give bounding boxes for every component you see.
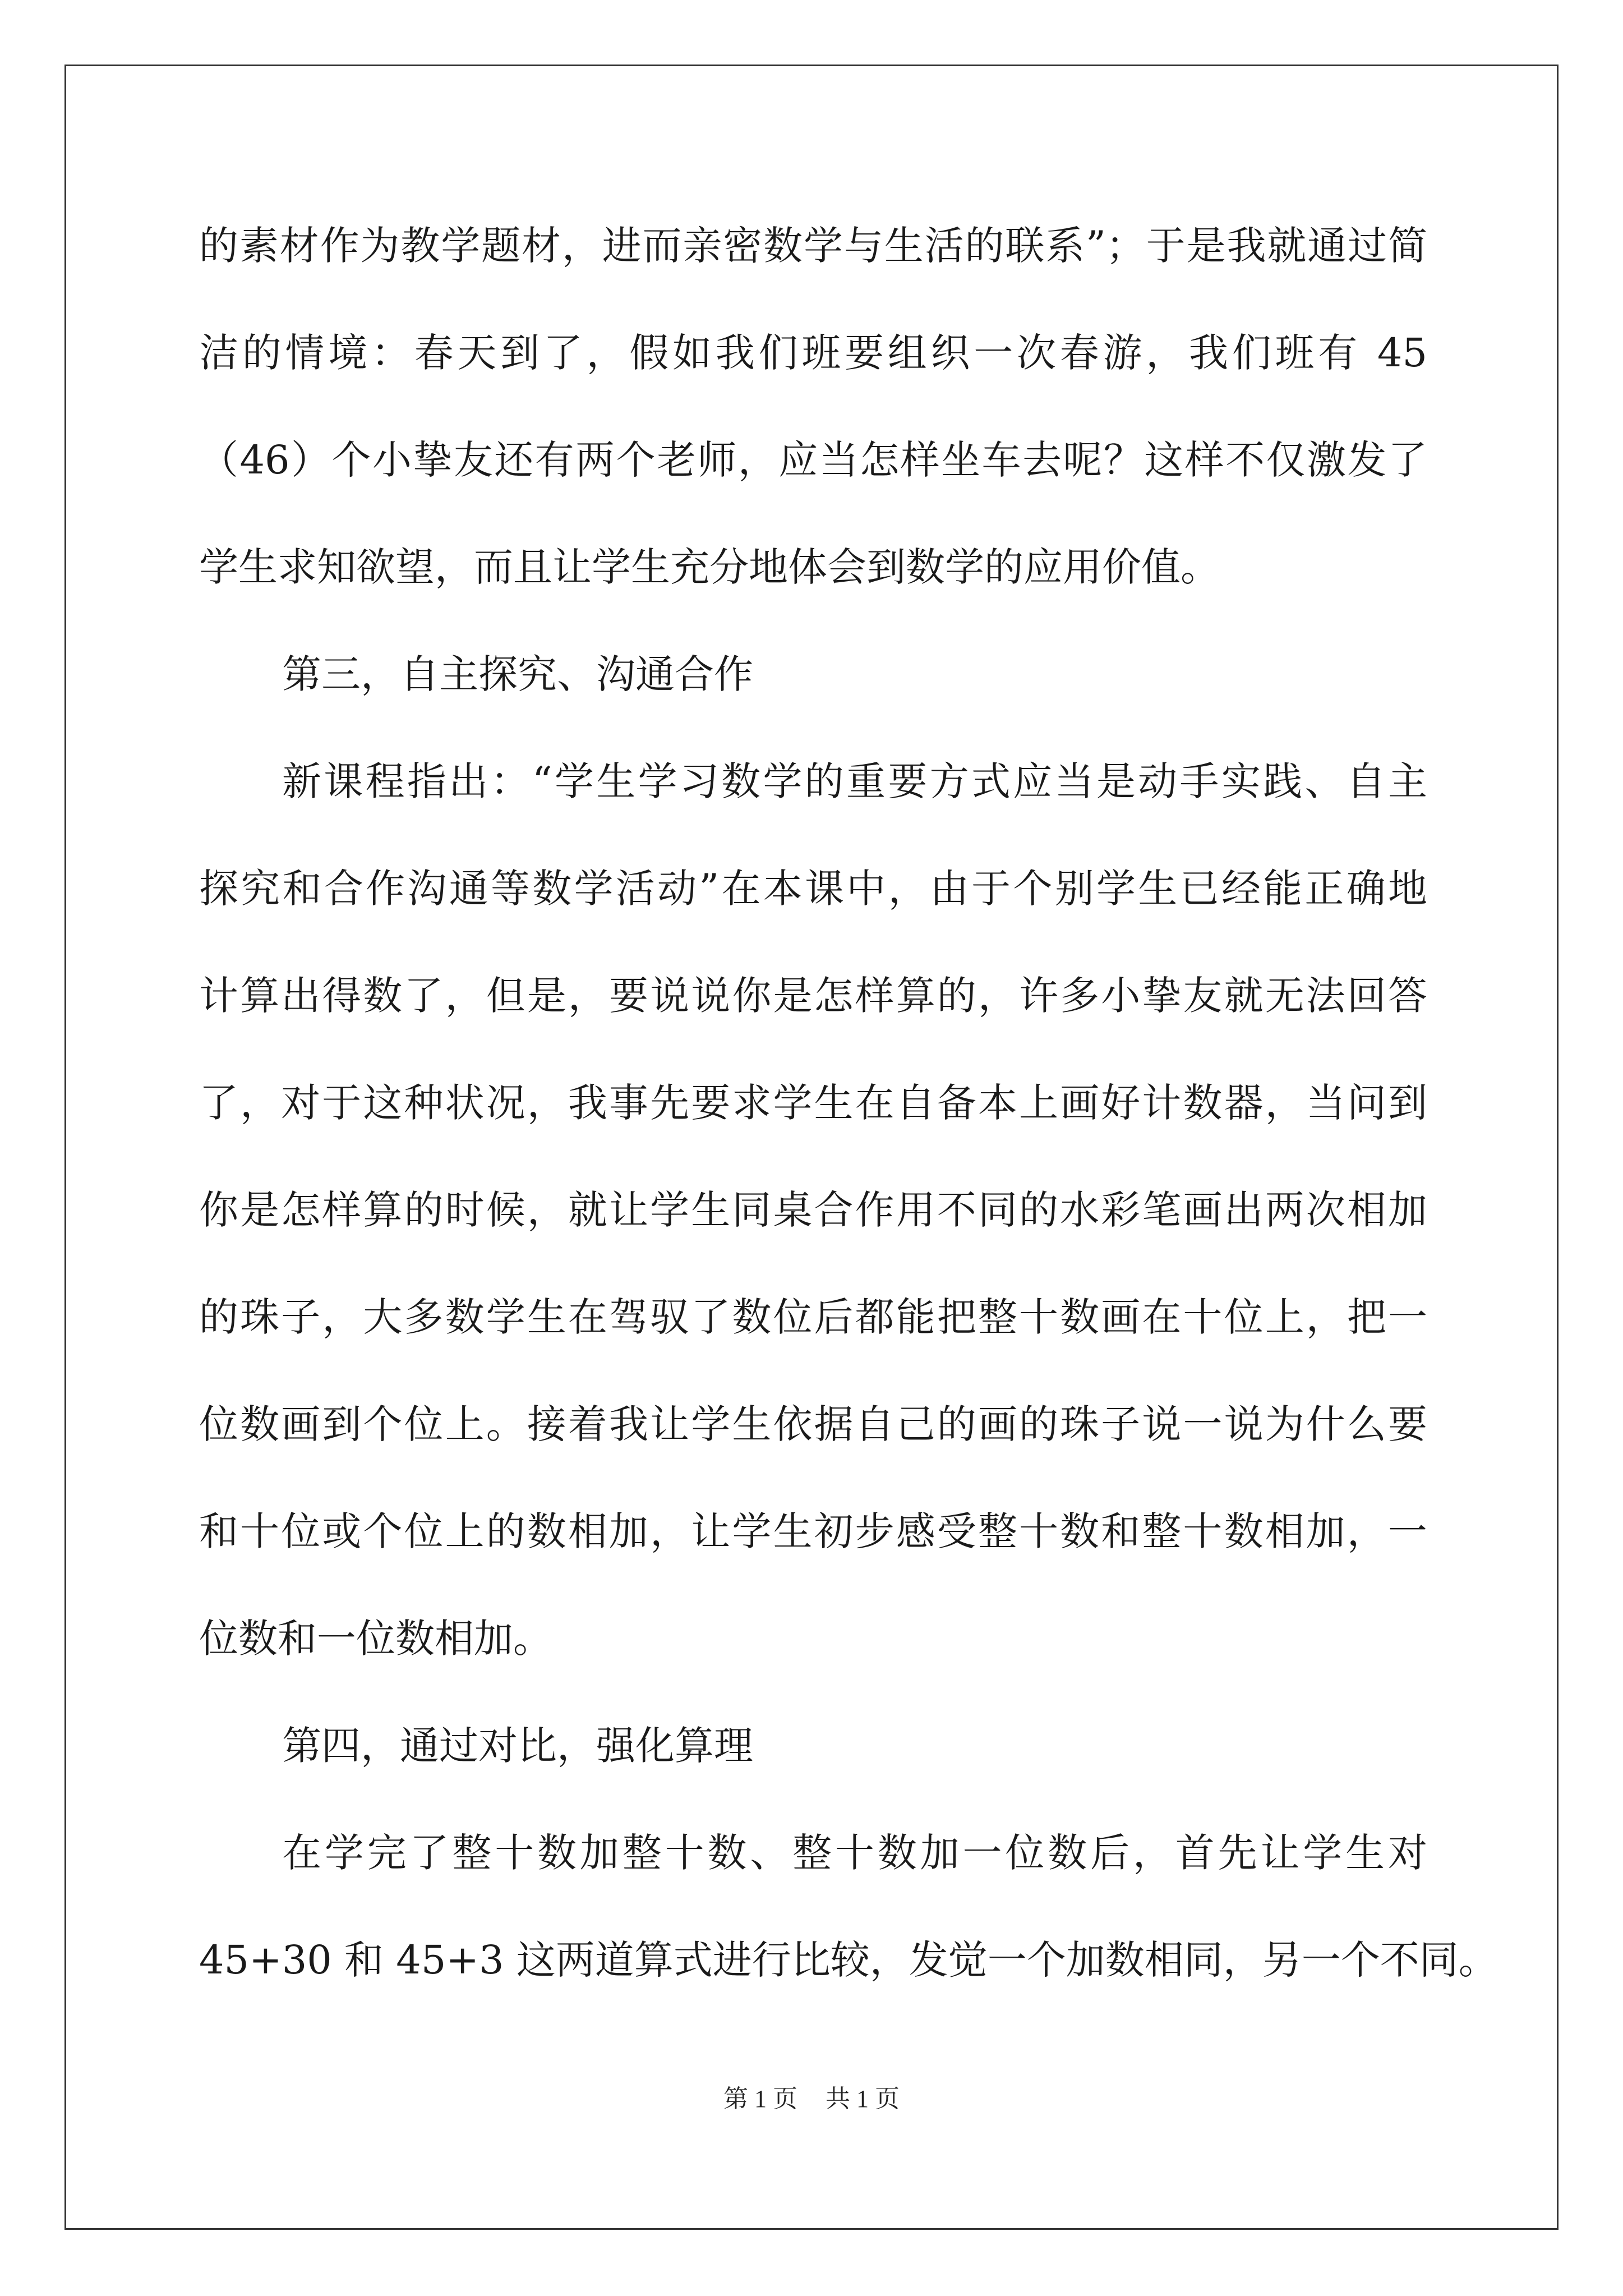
text-line: 探究和合作沟通等数学活动”在本课中，由于个别学生已经能正确地 — [199, 866, 1427, 912]
paragraph-first-line: 新课程指出：“学生学习数学的重要方式应当是动手实践、自主 — [282, 758, 1427, 804]
text-line: 学生求知欲望，而且让学生充分地体会到数学的应用价值。 — [199, 544, 1220, 590]
paragraph-first-line: 在学完了整十数加整十数、整十数加一位数后，首先让学生对 — [282, 1830, 1427, 1876]
text-line: 位数和一位数相加。 — [199, 1616, 552, 1662]
page-border — [64, 65, 1559, 2230]
text-line: 45+30 和 45+3 这两道算式进行比较，发觉一个加数相同，另一个不同。 — [199, 1937, 1498, 1983]
text-line: 和十位或个位上的数相加，让学生初步感受整十数和整十数相加，一 — [199, 1508, 1427, 1554]
page-total: 共 1 页 — [826, 2085, 900, 2113]
section-heading: 第四，通过对比，强化算理 — [282, 1723, 753, 1769]
text-line: 位数画到个位上。接着我让学生依据自己的画的珠子说一说为什么要 — [199, 1401, 1427, 1447]
page-footer — [0, 2078, 1623, 2114]
text-line: 计算出得数了，但是，要说说你是怎样算的，许多小挚友就无法回答 — [199, 973, 1427, 1019]
page-number: 第 1 页 — [723, 2085, 797, 2113]
text-line: 的珠子，大多数学生在驾驭了数位后都能把整十数画在十位上，把一 — [199, 1294, 1427, 1340]
text-line: 洁的情境：春天到了，假如我们班要组织一次春游，我们班有 45 — [199, 330, 1427, 376]
section-heading: 第三，自主探究、沟通合作 — [282, 651, 753, 697]
text-line: 你是怎样算的时候，就让学生同桌合作用不同的水彩笔画出两次相加 — [199, 1187, 1427, 1233]
text-line: 了，对于这种状况，我事先要求学生在自备本上画好计数器，当问到 — [199, 1080, 1427, 1126]
text-line: （46）个小挚友还有两个老师，应当怎样坐车去呢？这样不仅激发了 — [199, 437, 1427, 483]
text-line: 的素材作为教学题材，进而亲密数学与生活的联系”；于是我就通过简 — [199, 223, 1427, 269]
